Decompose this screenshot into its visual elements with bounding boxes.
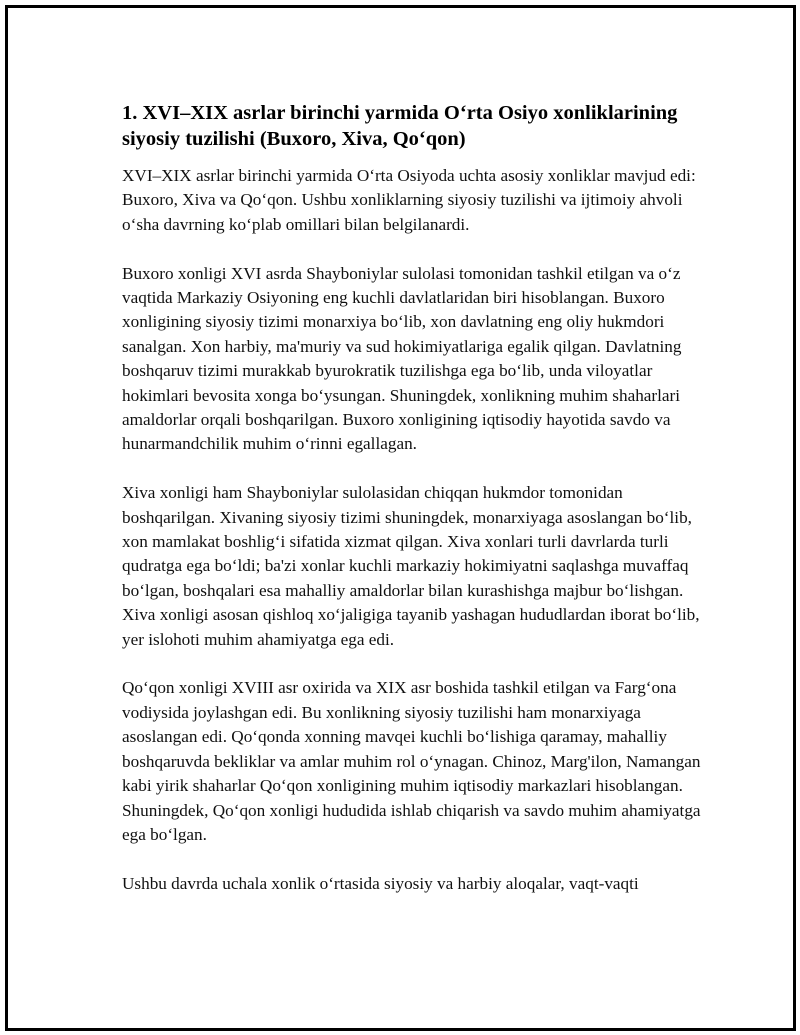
paragraph-kokand: Qo‘qon xonligi XVIII asr oxirida va XIX asr boshida tashkil etilgan va Farg‘ona vodiysida joylashgan edi. Bu xonlikning siyosiy tuzilishi ham monarxiyaga asoslangan edi. Qo‘qonda xonning mavqei kuchli bo‘lishiga qaramay, mahalliy boshqaruvda bekliklar va amlar muhim rol o‘ynagan. Chinoz, Marg'ilon, Namangan kabi yirik shaharlar Qo‘qon xonligining muhim iqtisodiy markazlari hisoblangan. Shuningdek, Qo‘qon xonligi hududida ishlab chiqarish va savdo muhim ahamiyatga ega bo‘lgan. (122, 678, 701, 844)
paragraph-intro: XVI–XIX asrlar birinchi yarmida O‘rta Osiyoda uchta asosiy xonliklar mavjud edi: Buxoro, Xiva va Qo‘qon. Ushbu xonliklarning siyosiy tuzilishi va ijtimoiy ahvoli o‘sha davrning ko‘plab omillari bilan belgilanardi. (122, 166, 696, 234)
document-body (122, 100, 712, 921)
section-heading: 1. XVI–XIX asrlar birinchi yarmida O‘rta Osiyo xonliklarining siyosiy tuzilishi (Buxoro, Xiva, Qo‘qon) (122, 102, 678, 150)
page-frame (5, 5, 796, 1031)
paragraph-bukhara: Buxoro xonligi XVI asrda Shayboniylar sulolasi tomonidan tashkil etilgan va o‘z vaqtida Markaziy Osiyoning eng kuchli davlatlaridan biri hisoblangan. Buxoro xonligining siyosiy tizimi monarxiya bo‘lib, xon davlatning eng oliy hukmdori sanalgan. Xon harbiy, ma'muriy va sud hokimiyatlariga egalik qilgan. Davlatning boshqaruv tizimi murakkab byurokratik tuzilishga ega bo‘lib, unda viloyatlar hokimlari bevosita xonga bo‘ysungan. Shuningdek, xonlikning muhim shaharlari amaldorlar orqali boshqarilgan. Buxoro xonligining iqtisodiy hayotida savdo va hunarmandchilik muhim o‘rinni egallagan. (122, 263, 682, 454)
paragraph-khiva: Xiva xonligi ham Shayboniylar sulolasidan chiqqan hukmdor tomonidan boshqarilgan. Xivaning siyosiy tizimi shuningdek, monarxiyaga asoslangan bo‘lib, xon mamlakat boshlig‘i sifatida xizmat qilgan. Xiva xonlari turli davrlarda turli qudratga ega bo‘ldi; ba'zi xonlar kuchli markaziy hokimiyatni saqlashga muvaffaq bo‘lgan, boshqalari esa mahalliy amaldorlar bilan kurashishga majbur bo‘lishgan. Xiva xonligi asosan qishloq xo‘jaligiga tayanib yashagan hududlardan iborat bo‘lib, yer islohoti muhim ahamiyatga ega edi. (122, 483, 700, 649)
paragraph-relations: Ushbu davrda uchala xonlik o‘rtasida siyosiy va harbiy aloqalar, vaqt-vaqti (122, 873, 639, 893)
